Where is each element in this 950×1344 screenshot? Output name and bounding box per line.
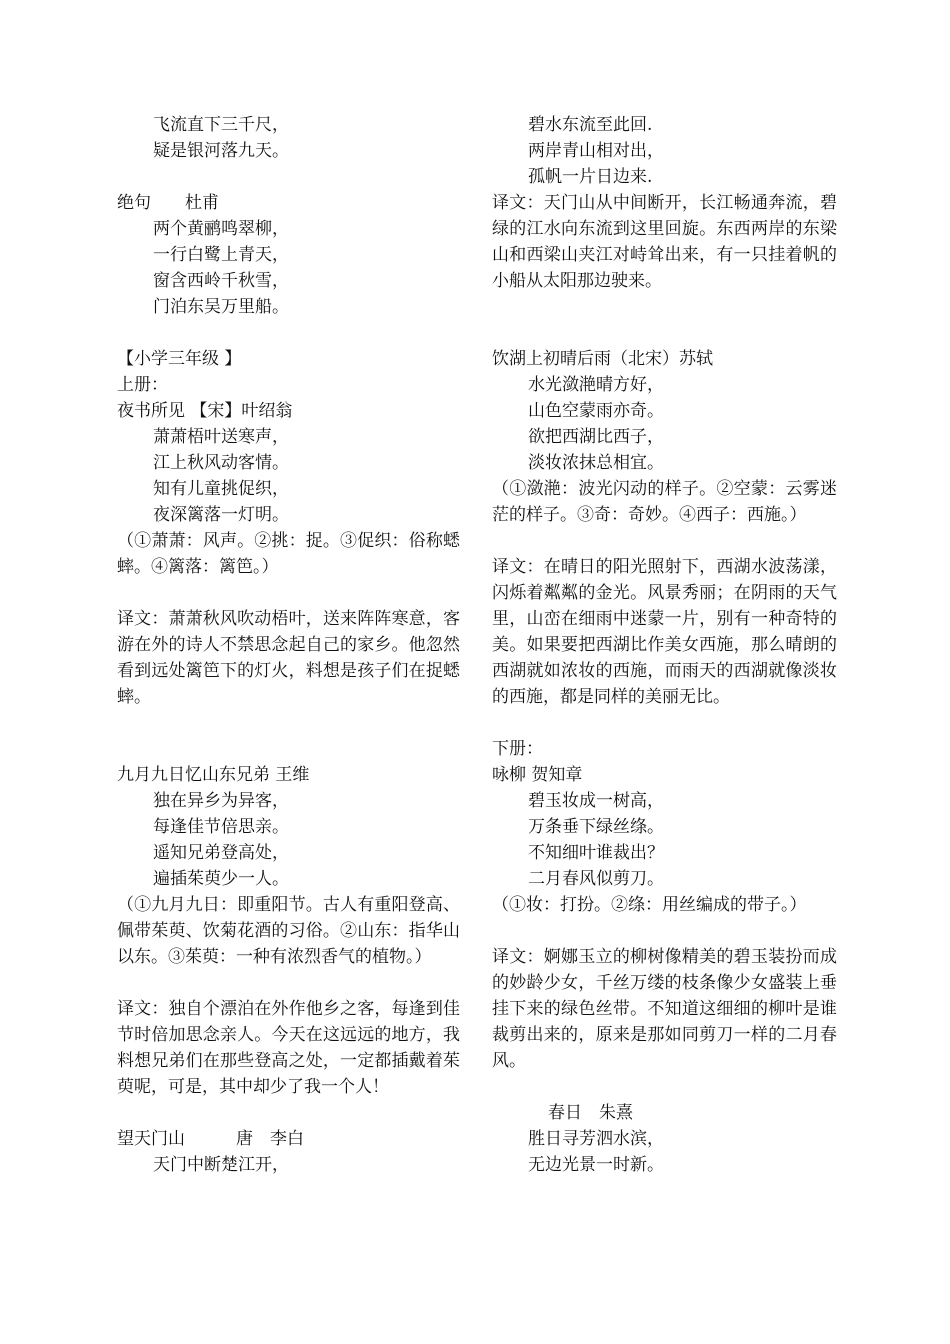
poem-translation: 译文：在晴日的阳光照射下，西湖水波荡漾，闪烁着粼粼的金光。风景秀丽；在阴雨的天气里，山峦在细雨中迷蒙一片，别有一种奇特的美。如果要把西湖比作美女西施，那么晴朗的西湖就如浓妆的西施，而雨天的西湖就像淡妆的西施，都是同样的美丽无比。 xyxy=(492,557,837,707)
poem-line: 天门中断楚江开， xyxy=(153,1155,289,1175)
poem-line: 飞流直下三千尺， xyxy=(153,115,289,135)
poem-line: 独在异乡为异客， xyxy=(153,791,289,811)
poem-line: 每逢佳节倍思亲。 xyxy=(153,817,289,837)
poem-line: 水光潋滟晴方好， xyxy=(528,375,664,395)
poem-title-chunri: 春日 朱熹 xyxy=(548,1103,633,1123)
poem-line: 两个黄鹂鸣翠柳， xyxy=(153,219,289,239)
poem-title-jiuyue: 九月九日忆山东兄弟 王维 xyxy=(117,765,310,785)
poem-line: 遍插茱萸少一人。 xyxy=(153,869,289,889)
poem-line: 疑是银河落九天。 xyxy=(153,141,289,161)
poem-line: 门泊东吴万里船。 xyxy=(153,297,289,317)
poem-line: 胜日寻芳泗水滨， xyxy=(528,1129,664,1149)
poem-line: 碧玉妆成一树高， xyxy=(528,791,664,811)
poem-line: 碧水东流至此回. xyxy=(528,115,653,135)
poem-title-yeshu: 夜书所见 【宋】叶绍翁 xyxy=(117,401,293,421)
volume-heading: 下册： xyxy=(492,739,543,759)
poem-line: 窗含西岭千秋雪， xyxy=(153,271,289,291)
poem-line: 山色空蒙雨亦奇。 xyxy=(528,401,664,421)
poem-line: 孤帆一片日边来. xyxy=(528,167,653,187)
poem-notes: （①九月九日：即重阳节。古人有重阳登高、佩带茱萸、饮菊花酒的习俗。②山东：指华山以东。③茱萸：一种有浓烈香气的植物。） xyxy=(117,895,460,967)
poem-line: 知有儿童挑促织， xyxy=(153,479,289,499)
poem-translation: 译文：天门山从中间断开，长江畅通奔流，碧绿的江水向东流到这里回旋。东西两岸的东梁山和西梁山夹江对峙耸出来，有一只挂着帆的小船从太阳那边驶来。 xyxy=(492,193,837,291)
poem-title-tianmen: 望天门山 唐 李白 xyxy=(117,1129,304,1149)
poem-line: 遥知兄弟登高处， xyxy=(153,843,289,863)
poem-line: 江上秋风动客情。 xyxy=(153,453,289,473)
volume-heading: 上册： xyxy=(117,375,168,395)
poem-notes: （①潋滟：波光闪动的样子。②空蒙：云雾迷茫的样子。③奇：奇妙。④西子：西施。） xyxy=(492,479,837,525)
poem-title-jueju: 绝句 杜甫 xyxy=(117,193,219,213)
poem-notes: （①萧萧：风声。②挑：捉。③促织：俗称蟋蟀。④篱落：篱笆。） xyxy=(117,531,460,577)
poem-line: 淡妆浓抹总相宜。 xyxy=(528,453,664,473)
poem-line: 一行白鹭上青天， xyxy=(153,245,289,265)
poem-line: 万条垂下绿丝绦。 xyxy=(528,817,664,837)
poem-notes: （①妆：打扮。②绦：用丝编成的带子。） xyxy=(492,895,807,915)
grade-heading: 【小学三年级 】 xyxy=(117,349,242,369)
poem-line: 夜深篱落一灯明。 xyxy=(153,505,289,525)
poem-title-yongliu: 咏柳 贺知章 xyxy=(492,765,583,785)
poem-title-yinhu: 饮湖上初晴后雨（北宋）苏轼 xyxy=(492,349,713,369)
poem-line: 不知细叶谁裁出？ xyxy=(528,843,664,863)
poem-line: 无边光景一时新。 xyxy=(528,1155,664,1175)
poem-line: 欲把西湖比西子， xyxy=(528,427,664,447)
poem-translation: 译文：独自个漂泊在外作他乡之客，每逢到佳节时倍加思念亲人。今天在这远远的地方，我料想兄弟们在那些登高之处，一定都插戴着茱萸呢，可是，其中却少了我一个人！ xyxy=(117,999,460,1097)
poem-line: 二月春风似剪刀。 xyxy=(528,869,664,889)
right-column xyxy=(492,112,837,1178)
poem-translation: 译文：婀娜玉立的柳树像精美的碧玉装扮而成的妙龄少女，千丝万缕的枝条像少女盛装上垂挂下来的绿色丝带。不知道这细细的柳叶是谁裁剪出来的，原来是那如同剪刀一样的二月春风。 xyxy=(492,947,837,1071)
poem-line: 两岸青山相对出， xyxy=(528,141,664,161)
poem-translation: 译文：萧萧秋风吹动梧叶，送来阵阵寒意，客游在外的诗人不禁思念起自己的家乡。他忽然看到远处篱笆下的灯火，料想是孩子们在捉蟋蟀。 xyxy=(117,609,460,707)
poem-line: 萧萧梧叶送寒声， xyxy=(153,427,289,447)
left-column xyxy=(117,112,460,1178)
